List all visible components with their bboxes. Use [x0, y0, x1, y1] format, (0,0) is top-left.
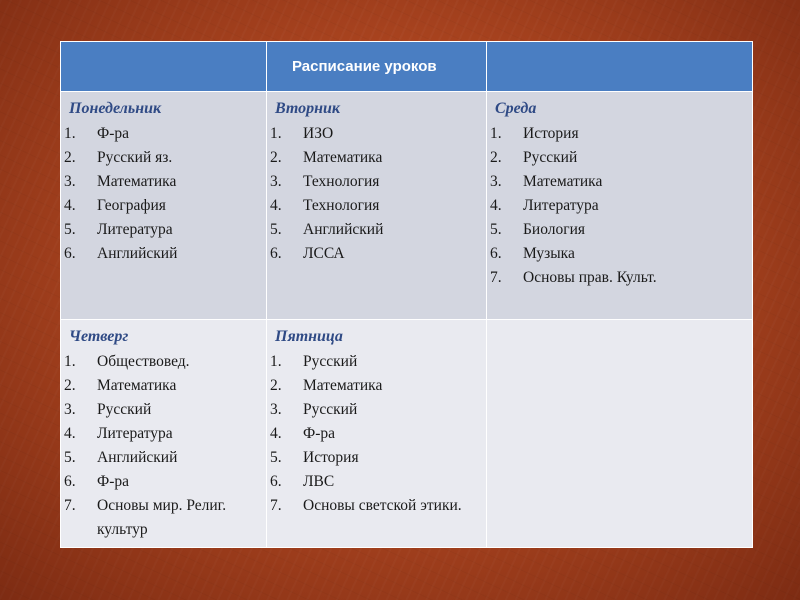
lesson-item — [61, 194, 266, 218]
lesson-subject: Технология — [303, 173, 380, 190]
lesson-subject: Математика — [97, 377, 177, 394]
lesson-subject: Математика — [303, 149, 383, 166]
lesson-number: 3. — [270, 401, 282, 418]
lesson-number: 1. — [490, 125, 502, 142]
lesson-item — [267, 350, 486, 374]
day-cell-tuesday — [267, 92, 487, 320]
lesson-item — [61, 350, 266, 374]
day-title: Четверг — [69, 328, 129, 345]
lesson-subject: Ф-ра — [97, 473, 130, 490]
lesson-item — [267, 446, 486, 470]
lesson-subject: Русский — [97, 401, 152, 418]
lesson-number: 4. — [270, 197, 282, 214]
lesson-subject: Музыка — [523, 245, 575, 262]
lesson-subject: Математика — [303, 377, 383, 394]
lesson-number: 1. — [270, 353, 282, 370]
schedule-row-1 — [61, 92, 753, 320]
lesson-subject: Ф-ра — [97, 125, 130, 142]
day-cell-monday — [61, 92, 267, 320]
lesson-item — [267, 194, 486, 218]
lesson-item — [267, 218, 486, 242]
lesson-item — [61, 422, 266, 446]
schedule-row-2 — [61, 320, 753, 548]
lesson-subject: Технология — [303, 197, 380, 214]
lesson-subject: Биология — [523, 221, 586, 238]
lesson-item — [267, 374, 486, 398]
lesson-number: 2. — [64, 149, 76, 166]
lesson-item — [487, 194, 752, 218]
lesson-subject: Ф-ра — [303, 425, 336, 442]
lesson-list — [267, 122, 486, 266]
lesson-number: 7. — [490, 269, 502, 286]
lesson-number: 1. — [64, 353, 76, 370]
lesson-number: 5. — [490, 221, 502, 238]
lesson-subject: Основы прав. Культ. — [523, 269, 657, 286]
schedule-table — [60, 41, 753, 548]
lesson-number: 5. — [64, 221, 76, 238]
lesson-item — [487, 122, 752, 146]
lesson-number: 2. — [270, 377, 282, 394]
lesson-subject: ЛВС — [303, 473, 335, 490]
lesson-number: 6. — [490, 245, 502, 262]
lesson-number: 3. — [64, 401, 76, 418]
lesson-subject: Русский — [523, 149, 578, 166]
lesson-item — [487, 242, 752, 266]
lesson-item — [61, 470, 266, 494]
lesson-item — [487, 146, 752, 170]
lesson-subject: Литература — [97, 221, 173, 238]
lesson-number: 1. — [270, 125, 282, 142]
lesson-subject: Основы мир. Религ. культур — [97, 497, 227, 538]
lesson-number: 2. — [490, 149, 502, 166]
lesson-number: 4. — [64, 425, 76, 442]
lesson-number: 7. — [64, 497, 76, 514]
lesson-subject: ИЗО — [303, 125, 334, 142]
lesson-number: 3. — [490, 173, 502, 190]
lesson-item — [61, 122, 266, 146]
lesson-item — [267, 422, 486, 446]
day-title: Пятница — [275, 328, 343, 345]
day-title: Вторник — [275, 100, 340, 117]
empty-cell — [487, 320, 753, 548]
lesson-list — [267, 350, 486, 518]
lesson-subject: Математика — [97, 173, 177, 190]
lesson-number: 4. — [64, 197, 76, 214]
lesson-subject: Английский — [303, 221, 384, 238]
lesson-item — [267, 122, 486, 146]
lesson-item — [61, 146, 266, 170]
lesson-subject: Обществовед. — [97, 353, 190, 370]
lesson-number: 3. — [64, 173, 76, 190]
schedule-title: Расписание уроков — [267, 42, 487, 92]
lesson-subject: ЛССА — [303, 245, 345, 262]
lesson-number: 3. — [270, 173, 282, 190]
day-title: Среда — [495, 100, 537, 117]
lesson-item — [61, 374, 266, 398]
lesson-subject: Литература — [97, 425, 173, 442]
lesson-number: 2. — [64, 377, 76, 394]
header-row — [61, 42, 753, 92]
lesson-item — [267, 398, 486, 422]
day-cell-friday — [267, 320, 487, 548]
day-title: Понедельник — [69, 100, 162, 117]
lesson-number: 6. — [270, 473, 282, 490]
lesson-number: 6. — [270, 245, 282, 262]
lesson-subject: История — [523, 125, 579, 142]
day-cell-wednesday — [487, 92, 753, 320]
lesson-item — [267, 146, 486, 170]
day-cell-thursday — [61, 320, 267, 548]
lesson-item — [61, 170, 266, 194]
lesson-item — [61, 446, 266, 470]
lesson-item — [61, 218, 266, 242]
lesson-number: 7. — [270, 497, 282, 514]
lesson-number: 5. — [270, 221, 282, 238]
header-cell-empty-left — [61, 42, 267, 92]
lesson-item — [61, 494, 266, 542]
lesson-subject: Математика — [523, 173, 603, 190]
lesson-list — [487, 122, 752, 290]
lesson-subject: Русский — [303, 353, 358, 370]
header-cell-empty-right — [487, 42, 753, 92]
lesson-number: 2. — [270, 149, 282, 166]
lesson-list — [61, 350, 266, 542]
lesson-number: 5. — [64, 449, 76, 466]
lesson-item — [61, 242, 266, 266]
lesson-item — [267, 494, 486, 518]
lesson-item — [61, 398, 266, 422]
lesson-item — [487, 266, 752, 290]
lesson-number: 5. — [270, 449, 282, 466]
lesson-number: 4. — [490, 197, 502, 214]
lesson-subject: География — [97, 197, 166, 214]
lesson-subject: Английский — [97, 449, 178, 466]
lesson-item — [267, 242, 486, 266]
lesson-item — [267, 170, 486, 194]
lesson-number: 4. — [270, 425, 282, 442]
lesson-item — [487, 218, 752, 242]
lesson-subject: Основы светской этики. — [303, 497, 462, 514]
lesson-subject: История — [303, 449, 359, 466]
lesson-subject: Русский яз. — [97, 149, 173, 166]
lesson-subject: Литература — [523, 197, 599, 214]
lesson-number: 1. — [64, 125, 76, 142]
lesson-number: 6. — [64, 245, 76, 262]
lesson-subject: Русский — [303, 401, 358, 418]
lesson-list — [61, 122, 266, 266]
lesson-item — [267, 470, 486, 494]
lesson-subject: Английский — [97, 245, 178, 262]
lesson-item — [487, 170, 752, 194]
lesson-number: 6. — [64, 473, 76, 490]
